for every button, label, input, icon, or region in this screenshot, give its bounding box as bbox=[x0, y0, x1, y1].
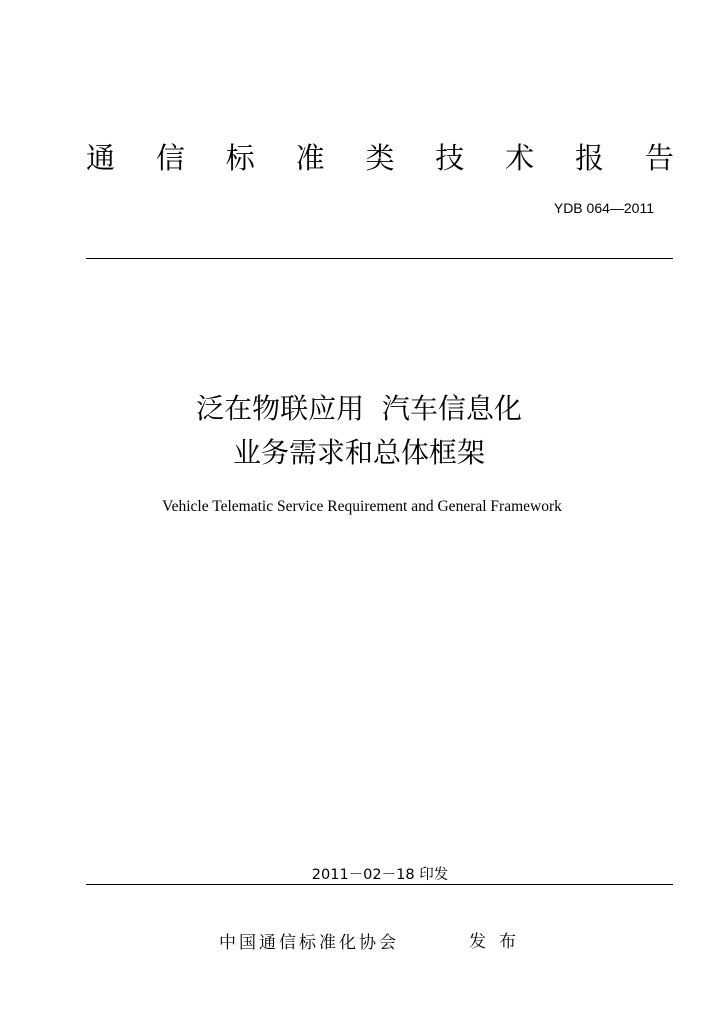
title-zh-line-2: 业务需求和总体框架 bbox=[232, 436, 485, 469]
issuing-organization: 中国通信标准化协会 bbox=[219, 933, 399, 953]
issue-date: 2011－02－18 印发 bbox=[311, 867, 449, 883]
report-type-char: 标 bbox=[225, 141, 255, 175]
report-type-char: 告 bbox=[644, 141, 674, 175]
bottom-divider bbox=[86, 884, 673, 885]
report-type-char: 信 bbox=[155, 141, 185, 175]
report-type-heading bbox=[86, 136, 674, 180]
report-type-char: 类 bbox=[365, 141, 395, 175]
title-english: Vehicle Telematic Service Requirement and General Framework bbox=[162, 498, 562, 515]
report-type-char: 技 bbox=[435, 141, 465, 175]
title-zh-line-1: 泛在物联应用 汽车信息化 bbox=[196, 392, 522, 425]
document-code: YDB 064—2011 bbox=[553, 200, 654, 216]
top-divider bbox=[86, 258, 673, 259]
report-type-char: 报 bbox=[575, 141, 605, 175]
report-type-char: 准 bbox=[295, 141, 325, 175]
report-type-char: 术 bbox=[505, 141, 535, 175]
publish-label: 发布 bbox=[469, 932, 529, 952]
report-type-char: 通 bbox=[86, 141, 116, 175]
